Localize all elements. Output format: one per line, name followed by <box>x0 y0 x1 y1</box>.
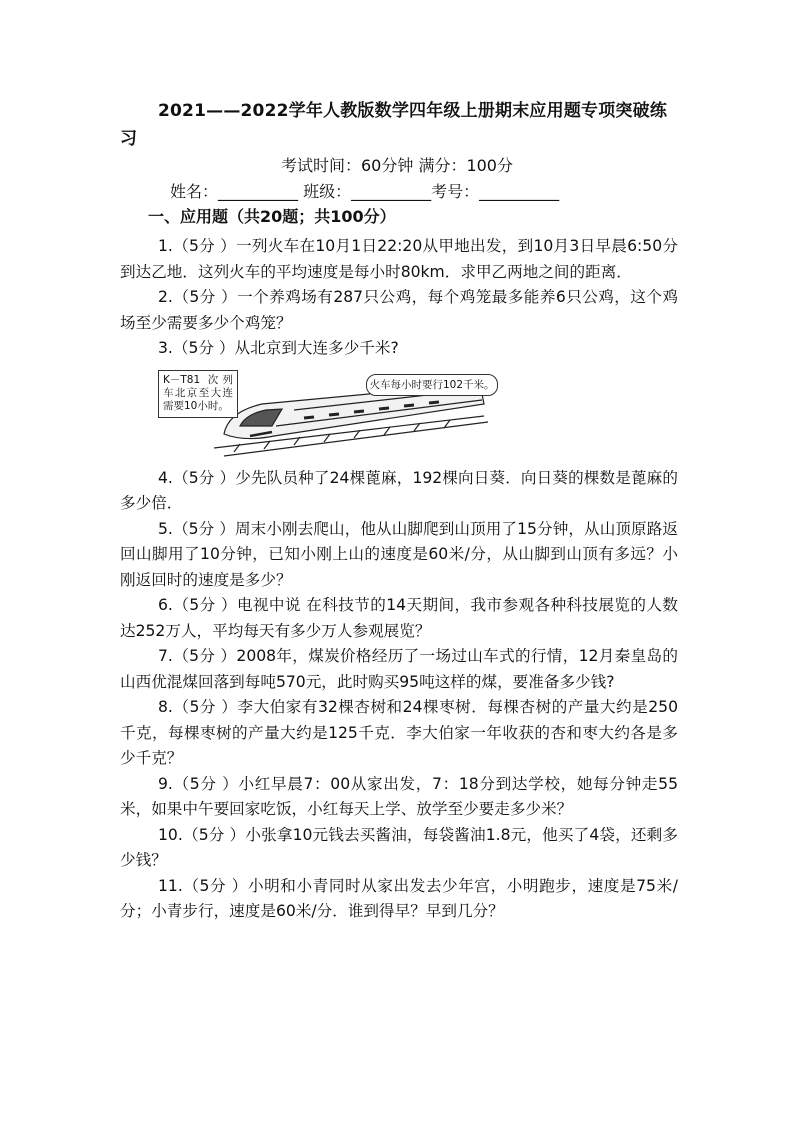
question-3: 3.（5分 ）从北京到大连多少千米? <box>158 339 399 357</box>
exam-time-score: 考试时间：60分钟 满分：100分 <box>281 156 513 175</box>
question-8: 8.（5分 ）李大伯家有32棵杏树和24棵枣树．每棵杏树的产量大约是250千克，每棵枣树的产量大约是125千克．李大伯家一年收获的杏和枣大约各是多少千克？ <box>120 698 678 767</box>
question-1: 1.（5分 ）一列火车在10月1日22:20从甲地出发，到10月3日早晨6:50分到达乙地．这列火车的平均速度是每小时80km．求甲乙两地之间的距离． <box>120 237 678 281</box>
train-illustration <box>120 364 678 460</box>
train-note-box: K－T81 次列车北京至大连需要10小时。 <box>158 370 238 418</box>
question-2: 2.（5分 ）一个养鸡场有287只公鸡，每个鸡笼最多能养6只公鸡，这个鸡场至少需要多少个鸡笼？ <box>120 288 678 332</box>
question-11: 11.（5分 ）小明和小青同时从家出发去少年宫，小明跑步，速度是75米/分；小青步行，速度是60米/分．谁到得早？早到几分？ <box>120 876 678 920</box>
question-5: 5.（5分 ）周末小刚去爬山，他从山脚爬到山顶用了15分钟，从山顶原路返回山脚用了10分钟，已知小刚上山的速度是60米/分，从山脚到山顶有多远？小刚返回时的速度是多少？ <box>120 519 678 589</box>
question-7: 7.（5分 ）2008年，煤炭价格经历了一场过山车式的行情，12月秦皇岛的山西优混煤回落到每吨570元，此时购买95吨这样的煤，要准备多少钱? <box>120 647 678 691</box>
question-6: 6.（5分 ）电视中说 在科技节的14天期间，我市参观各种科技展览的人数达252万人，平均每天有多少万人参观展览？ <box>120 596 678 640</box>
speech-bubble: 火车每小时要行102千米。 <box>366 374 498 396</box>
exam-title: 2021——2022学年人教版数学四年级上册期末应用题专项突破练习 <box>120 101 668 149</box>
question-10: 10.（5分 ）小张拿10元钱去买酱油，每袋酱油1.8元，他买了4袋，还剩多少钱？ <box>120 825 678 869</box>
question-4: 4.（5分 ）少先队员种了24棵蓖麻，192棵向日葵．向日葵的棵数是蓖麻的多少倍． <box>120 468 678 512</box>
section-heading: 一、应用题（共20题；共100分） <box>148 207 396 226</box>
question-list <box>120 234 678 925</box>
question-9: 9.（5分 ）小红早晨7：00从家出发，7：18分到达学校，她每分钟走55米，如果中午要回家吃饭，小红每天上学、放学至少要走多少米？ <box>120 774 678 818</box>
student-info-line: 姓名：__________ 班级：__________考号：__________ <box>170 182 560 201</box>
